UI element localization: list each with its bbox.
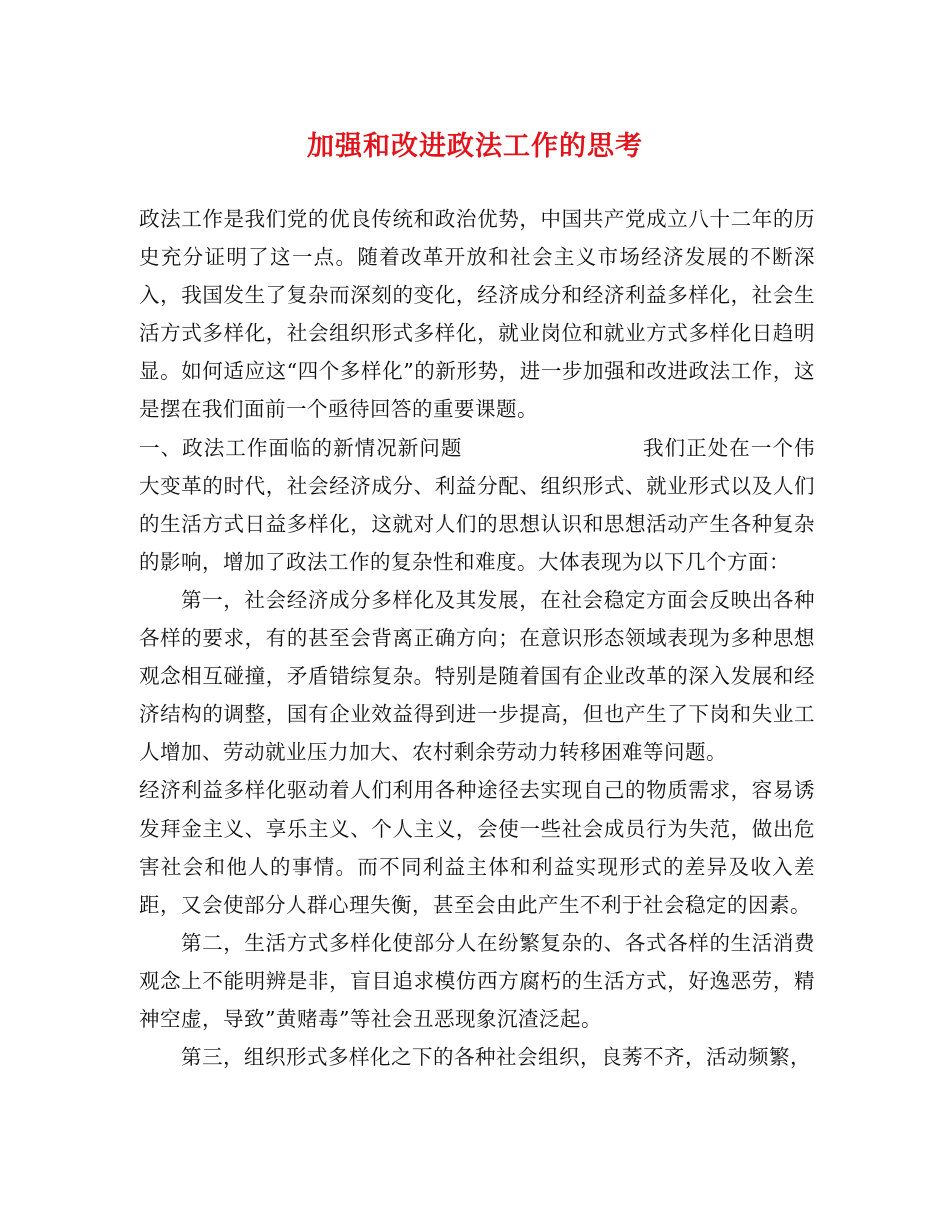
point-2-paragraph: 第二，生活方式多样化使部分人在纷繁复杂的、各式各样的生活消费观念上不能明辨是非，盲目追求模仿西方腐朽的生活方式，好逸恶劳，精神空虚，导致”黄赌毒”等社会丑恶现象沉渣泛起。	[139, 930, 815, 1031]
intro-paragraph: 政法工作是我们党的优良传统和政治优势，中国共产党成立八十二年的历史充分证明了这一点。随着改革开放和社会主义市场经济发展的不断深入，我国发生了复杂而深刻的变化，经济成分和经济利益多样化，社会生活方式多样化，社会组织形式多样化，就业岗位和就业方式多样化日趋明显。如何适应这“四个多样化”的新形势，进一步加强和改进政法工作，这是摆在我们面前一个亟待回答的重要课题。	[139, 207, 815, 422]
section-heading-line	[139, 429, 815, 581]
point-3-paragraph: 第三，组织形式多样化之下的各种社会组织，良莠不齐，活动频繁，	[181, 1045, 811, 1070]
point-1-continued-paragraph: 经济利益多样化驱动着人们利用各种途径去实现自己的物质需求，容易诱发拜金主义、享乐主义、个人主义，会使一些社会成员行为失范，做出危害社会和他人的事情。而不同利益主体和利益实现形式的差异及收入差距，又会使部分人群心理失衡，甚至会由此产生不利于社会稳定的因素。	[139, 778, 815, 917]
document-body	[139, 200, 815, 1076]
document-title: 加强和改进政法工作的思考	[307, 131, 643, 162]
section-heading: 一、政法工作面临的新情况新问题	[139, 435, 463, 460]
section-intro: 我们正处在一个伟大变革的时代，社会经济成分、利益分配、组织形式、就业形式以及人们的生活方式日益多样化，这就对人们的思想认识和思想活动产生各种复杂的影响，增加了政法工作的复杂性和难度。大体表现为以下几个方面：	[139, 435, 816, 574]
point-1-paragraph: 第一，社会经济成分多样化及其发展，在社会稳定方面会反映出各种各样的要求，有的甚至会背离正确方向；在意识形态领域表现为多种思想观念相互碰撞，矛盾错综复杂。特别是随着国有企业改革的深入发展和经济结构的调整，国有企业效益得到进一步提高，但也产生了下岗和失业工人增加、劳动就业压力加大、农村剩余劳动力转移困难等问题。	[139, 587, 815, 765]
